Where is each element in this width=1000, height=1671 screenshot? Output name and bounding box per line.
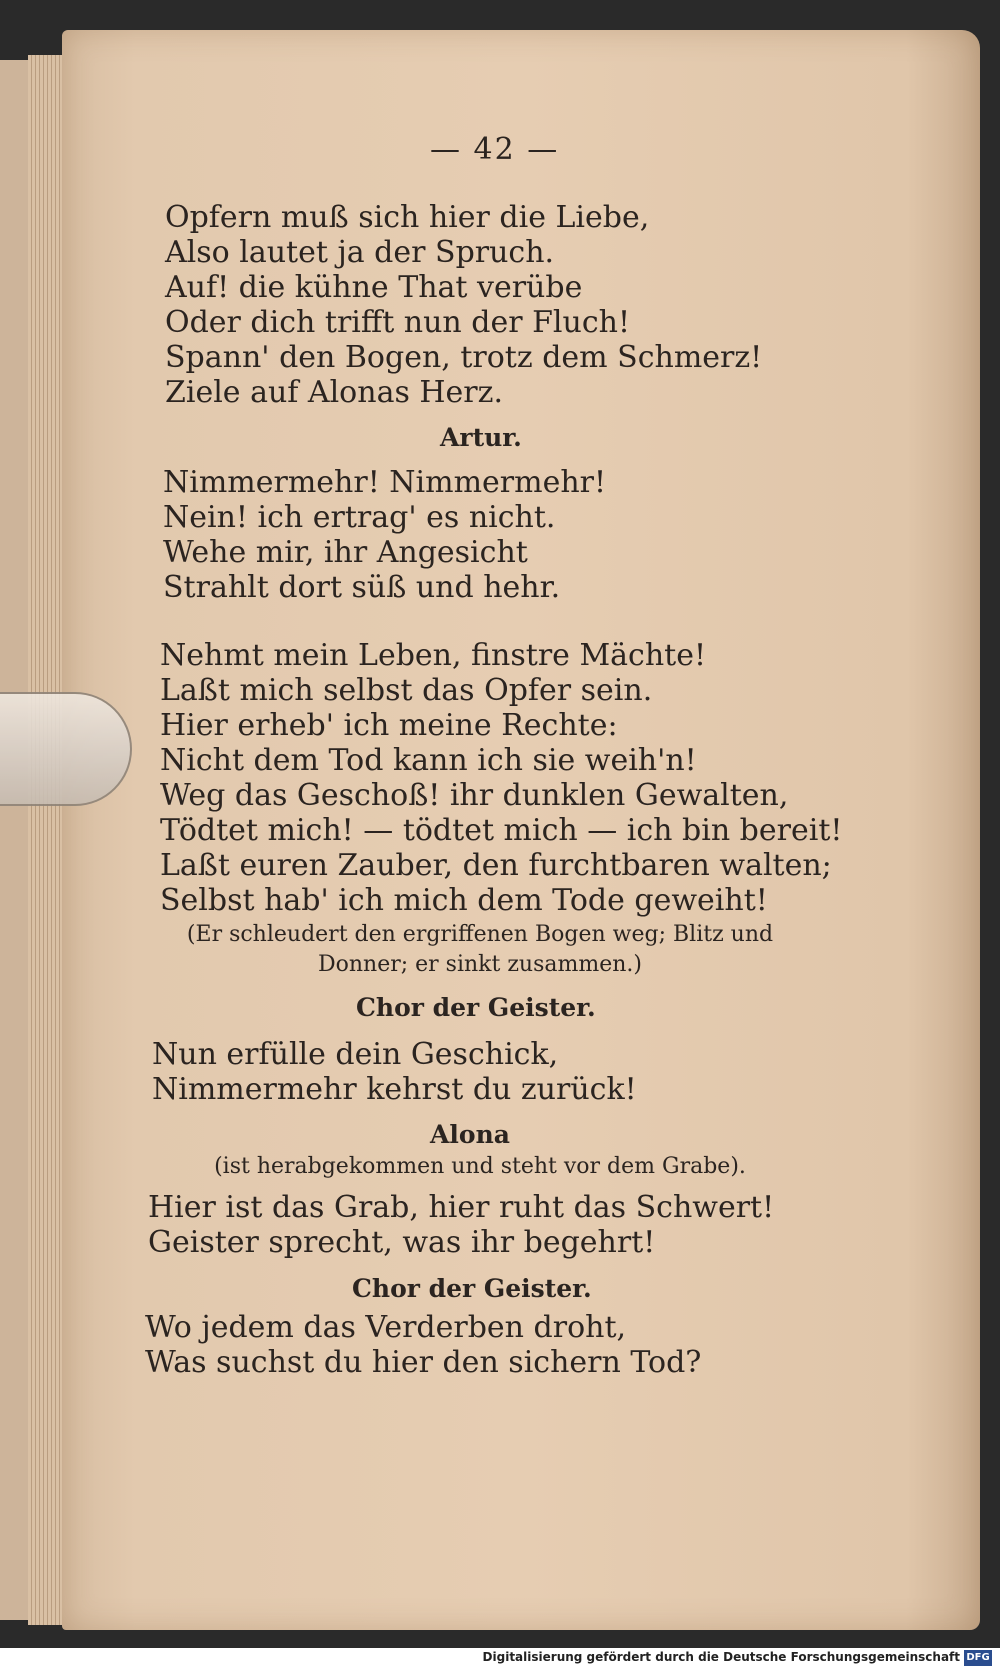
verse-line: Nicht dem Tod kann ich sie weih'n!: [160, 743, 697, 778]
verse-line: Tödtet mich! — tödtet mich — ich bin bereit!: [160, 813, 843, 848]
verse-line: Was suchst du hier den sichern Tod?: [145, 1345, 702, 1380]
stanza-5: [148, 1190, 774, 1260]
verse-line: Weg das Geschoß! ihr dunklen Gewalten,: [160, 778, 789, 813]
verse-line: Selbst hab' ich mich dem Tode geweiht!: [160, 883, 768, 918]
stanza-2: [163, 465, 606, 605]
verse-line: Laßt mich selbst das Opfer sein.: [160, 673, 653, 708]
bookmark-ribbon: [0, 692, 132, 806]
stanza-1: [165, 200, 762, 410]
speaker-heading-chor: Chor der Geister.: [352, 1274, 592, 1303]
verse-line: Nimmermehr kehrst du zurück!: [152, 1072, 637, 1107]
stage-direction-line: Donner; er sinkt zusammen.): [317, 952, 642, 977]
verse-line: Strahlt dort süß und hehr.: [163, 570, 561, 605]
verse-line: Nun erfülle dein Geschick,: [152, 1037, 559, 1072]
verse-line: Spann' den Bogen, trotz dem Schmerz!: [165, 340, 763, 375]
verse-line: Hier ist das Grab, hier ruht das Schwert!: [148, 1190, 775, 1225]
speaker-heading-artur: Artur.: [440, 423, 522, 452]
verse-line: Wehe mir, ihr Angesicht: [163, 535, 528, 570]
funding-credit: Digitalisierung gefördert durch die Deutsche Forschungsgemeinschaft: [482, 1650, 960, 1664]
verse-line: Opfern muß sich hier die Liebe,: [165, 200, 650, 235]
verse-line: Hier erheb' ich meine Rechte:: [160, 708, 618, 743]
verse-line: Ziele auf Alonas Herz.: [165, 375, 503, 410]
dfg-logo-icon: DFG: [964, 1650, 992, 1666]
stanza-3: [160, 638, 842, 918]
verse-line: Also lautet ja der Spruch.: [165, 235, 555, 270]
verse-line: Nehmt mein Leben, finstre Mächte!: [160, 638, 707, 673]
stage-direction-2: (ist herabgekommen und steht vor dem Grabe).: [214, 1154, 746, 1179]
verse-line: Geister sprecht, was ihr begehrt!: [148, 1225, 656, 1260]
stage-direction-line: (Er schleudert den ergriffenen Bogen weg; Blitz und: [186, 922, 774, 947]
stanza-6: [145, 1310, 701, 1380]
page-stack-edge: [28, 55, 66, 1625]
facing-page-edge: [0, 60, 30, 1620]
verse-line: Laßt euren Zauber, den furchtbaren walten;: [160, 848, 832, 883]
verse-line: Wo jedem das Verderben droht,: [145, 1310, 627, 1345]
stanza-4: [152, 1037, 637, 1107]
stage-direction-1: [170, 920, 790, 980]
page-number: — 42 —: [430, 132, 560, 167]
verse-line: Nimmermehr! Nimmermehr!: [163, 465, 607, 500]
speaker-heading-chor: Chor der Geister.: [356, 993, 596, 1022]
verse-line: Oder dich trifft nun der Fluch!: [165, 305, 631, 340]
verse-line: Auf! die kühne That verübe: [165, 270, 583, 305]
speaker-heading-alona: Alona: [430, 1120, 510, 1149]
verse-line: Nein! ich ertrag' es nicht.: [163, 500, 556, 535]
